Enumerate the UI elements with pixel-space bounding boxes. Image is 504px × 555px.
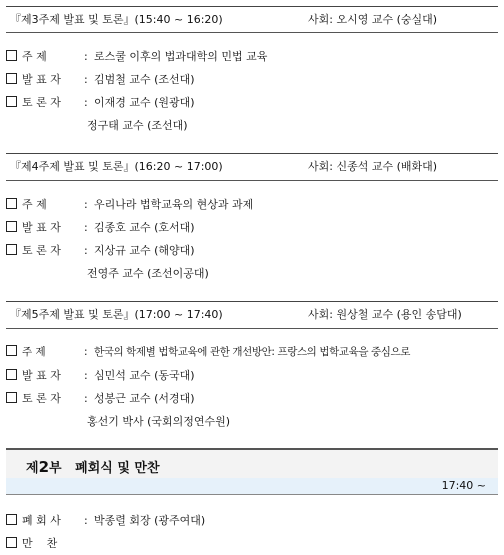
session-3-header: [6, 7, 498, 29]
part2-number: 2: [38, 458, 49, 476]
session-3-moderator: 사회: 오시영 교수 (숭실대): [308, 13, 438, 26]
discussant-label: 토 론 자: [22, 96, 61, 109]
session-4-discussant-2: 전영주 교수 (조선이공대): [87, 267, 209, 280]
session-5-bottom-rule: [6, 328, 498, 329]
session-3-presenter-row: 발 표 자 : 김범철 교수 (조선대): [6, 71, 195, 87]
checkbox-icon: [6, 50, 17, 61]
discussant-label: 토 론 자: [22, 392, 61, 405]
session-4-title: 『제4주제 발표 및 토론』(16:20 ~ 17:00): [10, 160, 223, 173]
session-3-bottom-rule: [6, 32, 498, 33]
dinner-label: 만 찬: [22, 537, 58, 550]
topic-label: 주 제: [22, 346, 46, 358]
session-5-title: 『제5주제 발표 및 토론』(17:00 ~ 17:40): [10, 308, 223, 321]
session-4-bottom-rule: [6, 180, 498, 181]
part2-time-bar: [6, 478, 498, 495]
session-5-moderator: 사회: 원상철 교수 (용인 송담대): [308, 308, 462, 321]
part2-title: 제2부 폐회식 및 만찬: [26, 458, 160, 476]
presenter-label: 발 표 자: [22, 221, 61, 234]
session-3-discussant-row: 토 론 자 : 이재경 교수 (원광대): [6, 94, 195, 110]
checkbox-icon: [6, 369, 17, 380]
session-5-topic-row: 주 제 : 한국의 학제별 법학교육에 관한 개선방안: 프랑스의 법학교육을 중심으로: [6, 344, 410, 360]
session-4-header: [6, 154, 498, 176]
session-5-discussant-row: 토 론 자 : 성봉근 교수 (서경대): [6, 390, 195, 406]
session-5-discussant-2: 홍선기 박사 (국회의정연수원): [87, 415, 231, 428]
checkbox-icon: [6, 345, 17, 356]
session-4-topic-row: 주 제 : 우리나라 법학교육의 현상과 과제: [6, 196, 253, 212]
topic-label: 주 제: [22, 198, 47, 211]
checkbox-icon: [6, 96, 17, 107]
session-3-presenter: 김범철 교수 (조선대): [94, 73, 195, 86]
session-3-topic-row: 주 제 : 로스쿨 이후의 법과대학의 민법 교육: [6, 48, 267, 64]
session-5-presenter-row: 발 표 자 : 심민석 교수 (동국대): [6, 367, 195, 383]
session-3-topic: 로스쿨 이후의 법과대학의 민법 교육: [94, 50, 268, 63]
dinner-row: [6, 535, 84, 551]
session-4-moderator: 사회: 신종석 교수 (배화대): [308, 160, 438, 173]
closing-speaker-row: 폐 회 사 : 박종렬 회장 (광주여대): [6, 512, 205, 528]
closing-speaker: 박종렬 회장 (광주여대): [94, 514, 206, 527]
checkbox-icon: [6, 392, 17, 403]
part2-time: 17:40 ~: [441, 479, 486, 492]
session-4-discussant-1: 지상규 교수 (해양대): [94, 244, 195, 257]
checkbox-icon: [6, 537, 17, 548]
session-3-discussant-1: 이재경 교수 (원광대): [94, 96, 195, 109]
presenter-label: 발 표 자: [22, 73, 61, 86]
checkbox-icon: [6, 244, 17, 255]
closing-speaker-label: 폐 회 사: [22, 514, 61, 527]
session-4-presenter: 김종호 교수 (호서대): [94, 221, 195, 234]
session-4-presenter-row: 발 표 자 : 김종호 교수 (호서대): [6, 219, 195, 235]
topic-label: 주 제: [22, 50, 47, 63]
part2-header: [6, 448, 498, 480]
session-4-discussant-row: 토 론 자 : 지상규 교수 (해양대): [6, 242, 195, 258]
checkbox-icon: [6, 221, 17, 232]
checkbox-icon: [6, 73, 17, 84]
session-3-title: 『제3주제 발표 및 토론』(15:40 ~ 16:20): [10, 13, 223, 26]
session-5-presenter: 심민석 교수 (동국대): [94, 369, 195, 382]
checkbox-icon: [6, 514, 17, 525]
checkbox-icon: [6, 198, 17, 209]
session-5-topic: 한국의 학제별 법학교육에 관한 개선방안: 프랑스의 법학교육을 중심으로: [94, 346, 410, 358]
discussant-label: 토 론 자: [22, 244, 61, 257]
session-5-header: [6, 302, 498, 324]
session-5-discussant-1: 성봉근 교수 (서경대): [94, 392, 195, 405]
session-3-discussant-2: 정구태 교수 (조선대): [87, 119, 188, 132]
session-4-topic: 우리나라 법학교육의 현상과 과제: [94, 198, 254, 211]
presenter-label: 발 표 자: [22, 369, 61, 382]
